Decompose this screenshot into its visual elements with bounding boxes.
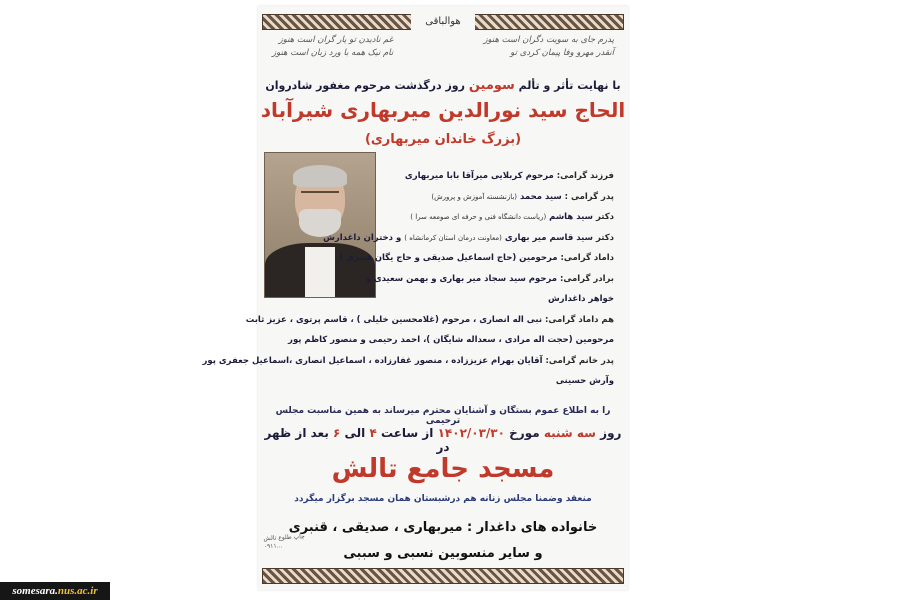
invitation-text: را به اطلاع عموم بستگان و آشنایان محترم میرساند به همین مناسبت مجلس ترحیمی xyxy=(275,406,611,426)
mourners-list xyxy=(202,166,614,392)
poem-line: غم نادیدن تو یار گران است هنوز xyxy=(278,35,394,45)
poem-line: آنقدر مهرو وفا پیمان کردی تو xyxy=(510,48,614,58)
list-item: وآرش حسینی xyxy=(555,376,614,386)
list-item: داماد گرامی: مرحومین (حاج اسماعیل صدیقی و حاج یگان قنبری ) xyxy=(339,253,614,263)
family-line-2: و سایر منسوبین نسبی و سببی xyxy=(343,546,543,561)
family-line-1: خانواده های داغدار : میربهاری ، صدیقی ، قنبری xyxy=(288,520,598,535)
list-item: دکتر سید قاسم میر بهاری (معاونت درمان استان کرمانشاه ) و دختران داغدارش xyxy=(323,232,614,243)
list-item: هم داماد گرامی: نبی اله انصاری ، مرحوم (غلامحسین خلیلی ) ، قاسم پرتوی ، عزیز ثابت xyxy=(245,314,614,325)
list-item: پدر خانم گرامی: آقایان بهرام عزیززاده ، منصور غفارزاده ، اسماعیل انصاری ،اسماعیل جعفری پور xyxy=(202,355,614,366)
site-watermark: somesara.nus.ac.ir xyxy=(0,582,110,600)
list-item: دکتر سید هاشم (ریاست دانشگاه فنی و حرفه ای صومعه سرا ) xyxy=(410,212,614,222)
list-item: خواهر داغدارش xyxy=(547,294,614,304)
deceased-name: الحاج سید نورالدین میربهاری شیرآباد xyxy=(260,98,626,122)
intro-highlight: سومین xyxy=(468,78,515,93)
obituary-notice xyxy=(202,6,628,590)
poem-line: پدرم جای به سویت دگران است هنوز xyxy=(483,35,614,45)
intro-line xyxy=(258,78,628,93)
ceremony-date: ۱۴۰۲/۰۳/۳۰ xyxy=(437,426,505,440)
printer-stamp: چاپ طلوع تالش ۰۹۱۱... xyxy=(263,533,305,551)
list-item: برادر گرامی: مرحوم سید سجاد میر بهاری و بهمن سعیدی و xyxy=(365,273,614,284)
list-item: مرحومین (حجت اله مرادی ، سعداله شایگان )، احمد رحیمی و منصور کاظم پور xyxy=(288,335,614,345)
bottom-ornament-border xyxy=(262,568,624,584)
poem-right xyxy=(483,34,614,60)
list-item: فرزند گرامی: مرحوم کربلایی میرآقا بابا میربهاری xyxy=(404,171,614,181)
top-ornament-border xyxy=(262,14,624,30)
notice-header: هوالباقی xyxy=(411,14,475,30)
poem-line: نام نیک همه با ورد زبان است هنوز xyxy=(272,48,394,58)
ceremony-date-line: روز سه شنبه مورخ ۱۴۰۲/۰۳/۳۰ از ساعت ۴ الی ۶ بعد از ظهر در xyxy=(264,426,622,454)
intro-before: با نهایت تأثر و تألم xyxy=(518,79,621,92)
poem-left xyxy=(272,34,393,60)
women-session-note: منعقد وضمنا مجلس زنانه هم درشبستان همان مسجد برگزار میگردد xyxy=(294,494,592,504)
list-item: پدر گرامی : سید محمد (بازنشسته آموزش و پرورش) xyxy=(431,191,614,202)
deceased-subtitle: (بزرگ خاندان میربهاری) xyxy=(364,132,522,147)
intro-after: روز درگذشت مرحوم مغفور شادروان xyxy=(265,79,465,92)
venue-name: مسجد جامع تالش xyxy=(331,454,555,484)
